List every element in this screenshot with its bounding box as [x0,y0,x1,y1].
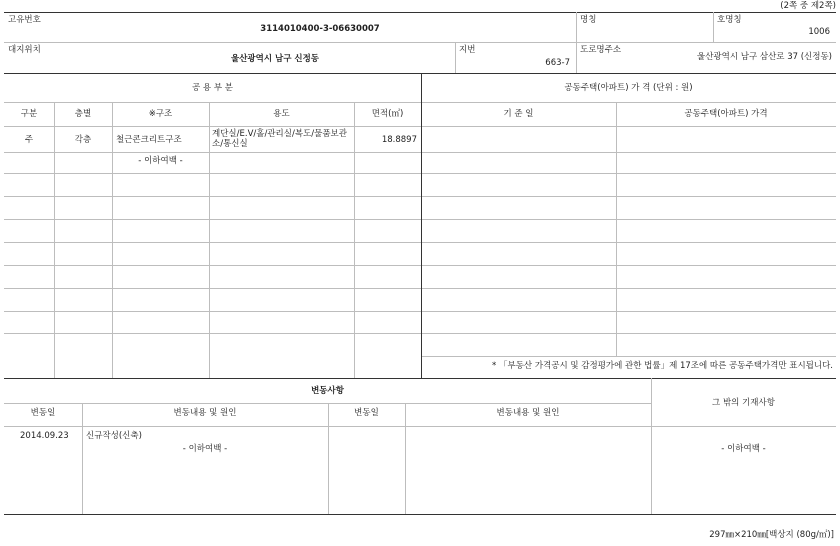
other-blank-mark: - 이하여백 - [721,444,766,454]
paper-spec-footer: 297㎜×210㎜[백상지 (80g/㎡)] [709,530,834,540]
unit-value: 1006 [808,27,830,37]
unit-label: 호명칭 [717,15,742,25]
col-area-header: 면적(㎡) [371,109,404,119]
name-label: 명칭 [580,15,597,25]
row1-floor: 각층 [74,135,92,145]
change-date-1: 2014.09.23 [20,431,69,441]
header-bottom-border [4,73,836,74]
changes-blank-mark: - 이하여백 - [182,444,228,454]
row1-area: 18.8897 [381,135,417,145]
price-section-title: 공동주택(아파트) 가 격 (단위 : 원) [564,83,693,93]
common-section-title: 공 용 부 분 [192,83,233,93]
col-price-header: 공동주택(아파트) 가격 [684,109,768,119]
lot-value: 663-7 [545,58,570,68]
lot-label: 지번 [459,45,476,55]
site-value: 울산광역시 남구 신정동 [230,54,320,64]
row1-structure: 철근콘크리트구조 [116,135,182,145]
header-row-divider [4,42,836,43]
change-date-header-1: 변동일 [30,408,56,418]
changes-title: 변동사항 [311,386,344,396]
row1-kind: 주 [24,135,34,145]
table-border-top [4,12,836,13]
unique-no-value: 3114010400-3-06630007 [260,24,380,34]
change-date-header-2: 변동일 [354,408,379,418]
row1-use: 계단실/E.V/홀/관리실/복도/물품보관소/통신실 [212,129,347,149]
change-content-1: 신규작성(신축) [86,431,142,441]
page-indicator: (2쪽 중 제2쪽) [780,1,836,11]
row2-blank-mark: - 이하여백 - [138,156,183,166]
site-label: 대지위치 [8,45,41,55]
price-note: * 「부동산 가격공시 및 감정평가에 관한 법률」제 17조에 따른 공동주택가격만 표시됩니다. [492,361,833,371]
unique-no-label: 고유번호 [8,15,41,25]
change-content-header-2: 변동내용 및 원인 [496,408,560,418]
col-use-header: 용도 [273,109,290,119]
col-floor-header: 층별 [74,109,92,119]
col-base-date-header: 기 준 일 [503,109,534,119]
col-kind-header: 구분 [20,109,38,119]
road-label: 도로명주소 [580,45,622,55]
road-value: 울산광역시 남구 삼산로 37 (신정동) [696,52,832,62]
col-structure-header: ※구조 [148,109,173,119]
change-content-header-1: 변동내용 및 원인 [173,408,237,418]
other-title: 그 밖의 기재사항 [712,398,775,408]
